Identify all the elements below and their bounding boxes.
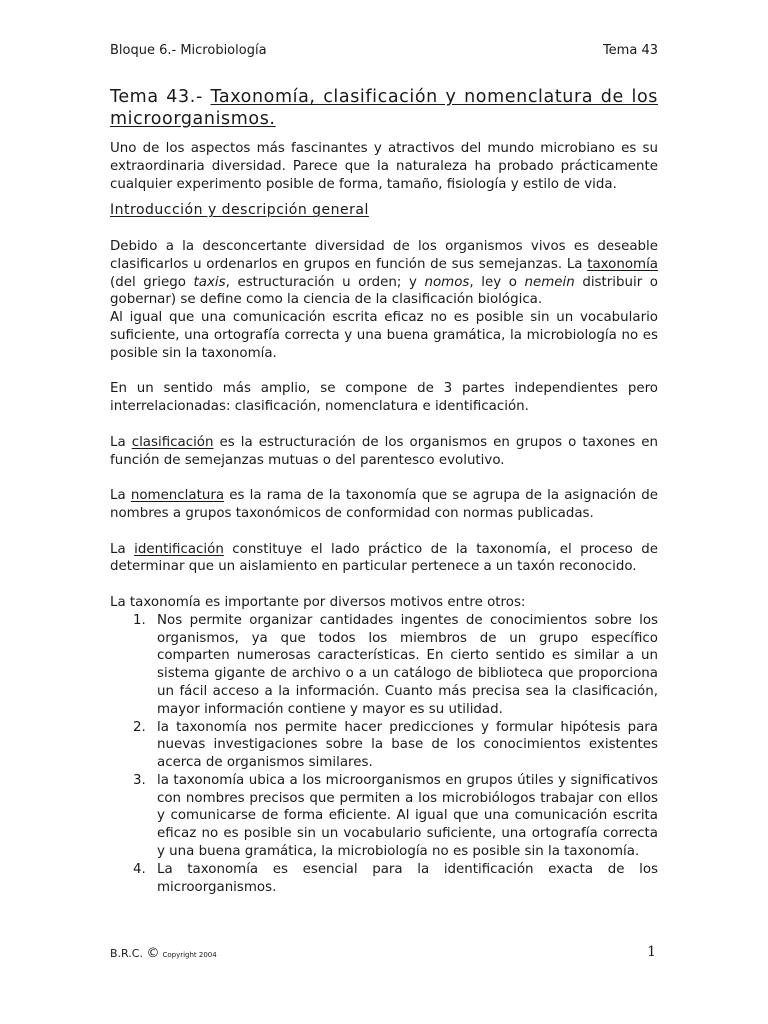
title-underlined: Taxonomía, clasificación y nomenclatura de los microorganismos. <box>110 87 658 129</box>
term-taxonomia: taxonomía <box>587 256 658 272</box>
document-body <box>110 140 658 896</box>
list-item <box>110 719 658 772</box>
list-number: 3. <box>133 772 146 788</box>
paragraph-identificacion <box>110 541 658 577</box>
document-page <box>110 0 658 1024</box>
page-header <box>110 43 658 58</box>
footer-credit <box>110 946 217 961</box>
section-heading: Introducción y descripción general <box>110 202 369 219</box>
text-run: La <box>110 541 135 557</box>
paragraph-clasificacion <box>110 434 658 470</box>
text-run: , ley o <box>469 274 525 290</box>
intro-paragraph: Uno de los aspectos más fascinantes y atractivos del mundo microbiano es su extraordinaria diversidad. Parece que la naturaleza ha probado prácticamente cualquier experimento posible de forma, tamaño, fisiología y estilo de vida. <box>110 141 658 192</box>
footer-author: B.R.C. <box>110 947 143 960</box>
text-run: (del griego <box>110 274 194 290</box>
copyright-text: Copyright 2004 <box>162 951 217 959</box>
title-prefix: Tema 43.- <box>110 87 211 107</box>
term-taxis: taxis <box>193 274 226 290</box>
text-run: es la rama de la taxonomía que se agrupa de la asignación de nombres a grupos taxonómicos de conformidad con normas publicadas. <box>110 488 658 521</box>
term-nemein: nemein <box>524 274 575 290</box>
header-left: Bloque 6.- Microbiología <box>110 43 267 58</box>
list-number: 1. <box>133 612 146 628</box>
list-intro: La taxonomía es importante por diversos motivos entre otros: <box>110 594 526 610</box>
paragraph-three-parts: En un sentido más amplio, se compone de 3 partes independientes pero interrelacionadas: clasificación, nomenclatura e identificación. <box>110 381 658 415</box>
list-item-text: La taxonomía es esencial para la identificación exacta de los microorganismos. <box>157 861 658 895</box>
list-item <box>110 772 658 861</box>
header-right: Tema 43 <box>602 43 658 58</box>
text-run: La <box>110 488 131 504</box>
paragraph-analogy: Al igual que una comunicación escrita eficaz no es posible sin un vocabulario suficiente, una ortografía correcta y una buena gramática, la microbiología no es posible sin la taxonomía. <box>110 310 658 361</box>
paragraph-nomenclatura <box>110 487 658 523</box>
paragraph-taxonomy-definition <box>110 238 658 309</box>
text-run: distribuir o gobernar) se define como la ciencia de la clasificación biológica. <box>110 274 658 308</box>
text-run: Debido a la desconcertante diversidad de los organismos vivos es deseable clasificarlos u ordenarlos en grupos en función de sus semejanzas. La <box>110 238 658 272</box>
text-run: , estructuración u orden; y <box>225 274 425 290</box>
list-item-text: la taxonomía nos permite hacer predicciones y formular hipótesis para nuevas investigaciones sobre la base de los conocimientos existentes acerca de organismos similares. <box>157 719 658 771</box>
text-run: constituye el lado práctico de la taxonomía, el proceso de determinar que un aislamiento en particular pertenece a un taxón reconocido. <box>110 541 658 575</box>
list-item <box>110 612 658 719</box>
text-run: es la estructuración de los organismos en grupos o taxones en función de semejanzas mutuas o del parentesco evolutivo. <box>110 434 658 468</box>
term-identificacion: identificación <box>134 541 224 557</box>
document-title <box>110 86 658 130</box>
page-number: 1 <box>647 944 656 960</box>
reasons-list <box>110 612 658 897</box>
term-nomenclatura: nomenclatura <box>130 488 225 504</box>
list-number: 4. <box>133 861 146 877</box>
copyright-symbol: © <box>146 946 160 961</box>
list-item-text: la taxonomía ubica a los microorganismos en grupos útiles y significativos con nombres precisos que permiten a los microbiólogos trabajar con ellos y comunicarse de forma eficiente. Al igual que una comunicación escrita eficaz no es posible sin un vocabulario suficiente, una ortografía correcta y una buena gramática, la microbiología no es posible sin la taxonomía. <box>157 772 658 860</box>
list-item-text: Nos permite organizar cantidades ingentes de conocimientos sobre los organismos, ya que todos los miembros de un grupo específico comparten numerosas características. En cierto sentido es similar a un sistema gigante de archivo o a un catálogo de biblioteca que proporciona un fácil acceso a la información. Cuanto más precisa sea la clasificación, mayor información contiene y mayor es su utilidad. <box>157 612 658 717</box>
term-clasificacion: clasificación <box>131 434 214 450</box>
list-number: 2. <box>133 719 146 735</box>
text-run: La <box>110 434 132 450</box>
list-item <box>110 861 658 897</box>
term-nomos: nomos <box>424 274 470 290</box>
